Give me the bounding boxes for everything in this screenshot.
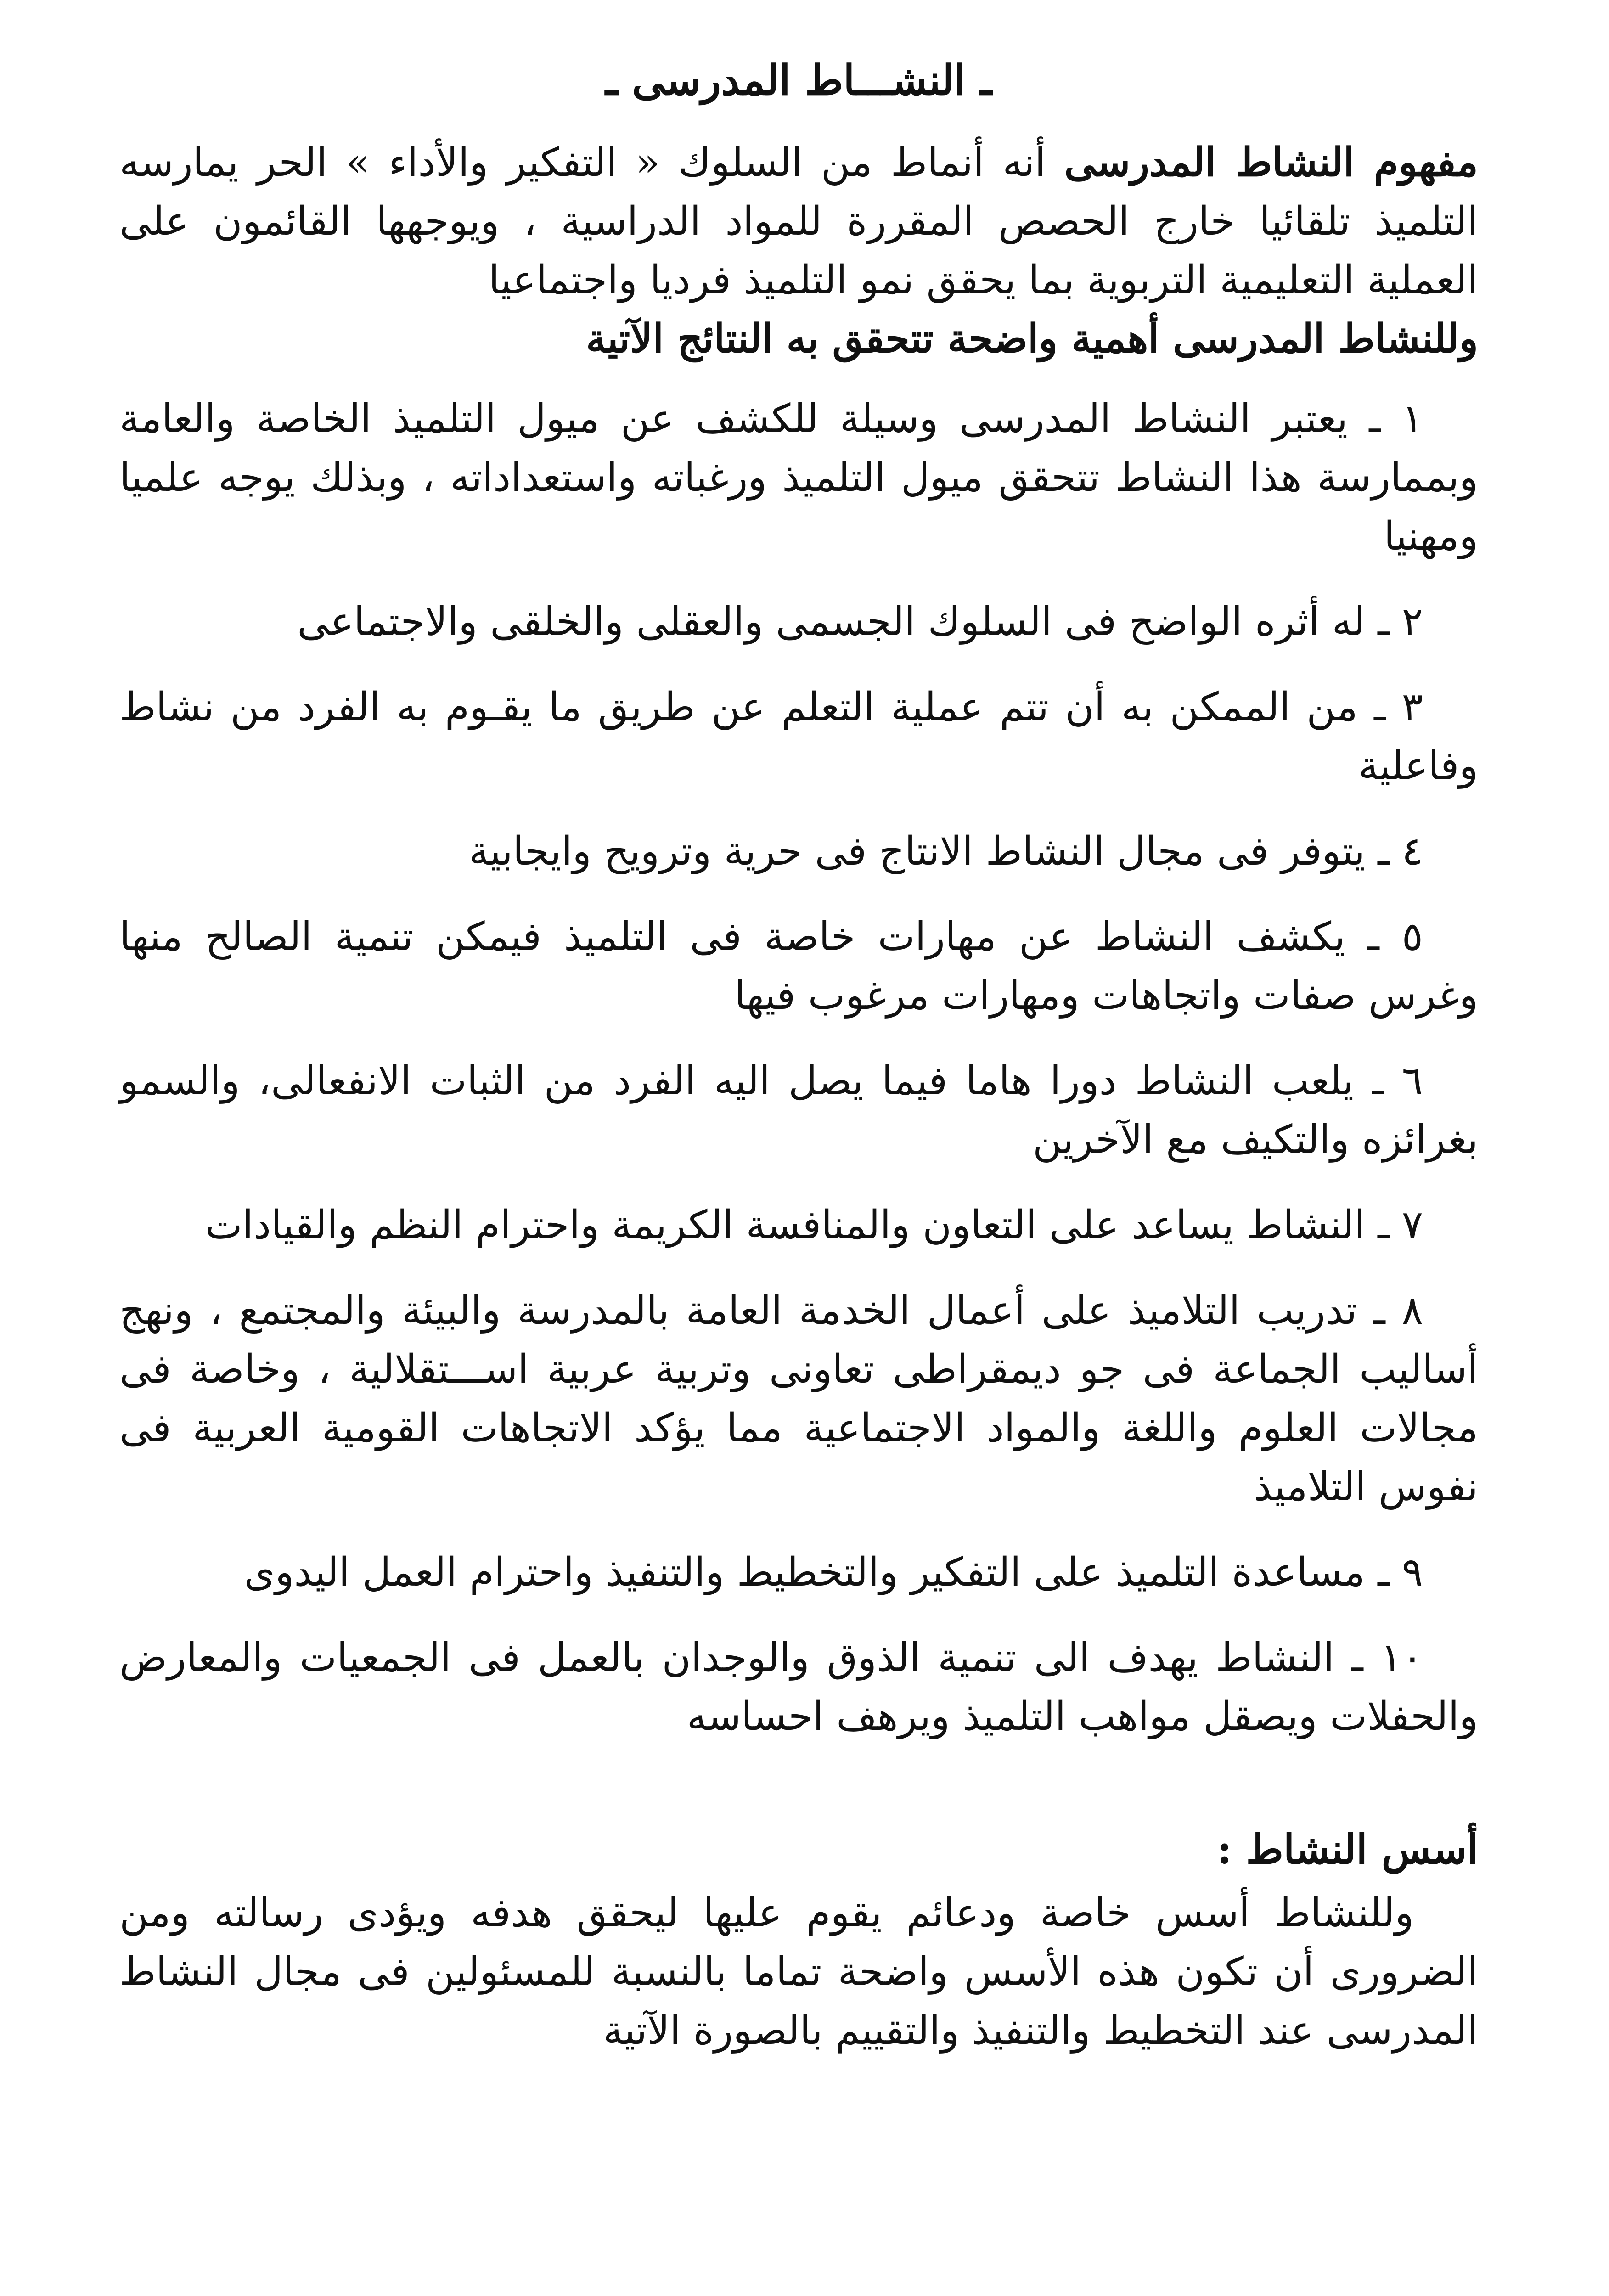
item-text: النشاط يساعد على التعاون والمنافسة الكريمة واحترام النظم والقيادات — [205, 1202, 1365, 1248]
foundations-paragraph: وللنشاط أسس خاصة ودعائم يقوم عليها ليحقق هدفه ويؤدى رسالته ومن الضرورى أن تكون هذه الأسس واضحة تماما بالنسبة للمسئولين فى مجال النشاط المدرسى عند التخطيط والتنفيذ والتقييم بالصورة الآتية — [119, 1890, 1478, 2054]
item-text: يلعب النشاط دورا هاما فيما يصل اليه الفرد من الثبات الانفعالى، والسمو بغرائزه والتكيف مع الآخرين — [119, 1058, 1478, 1163]
item-number: ٧ ـ — [1378, 1202, 1423, 1248]
results-lead: وللنشاط المدرسى أهمية واضحة تتحقق به النتائج الآتية — [586, 315, 1478, 362]
item-number: ٨ ـ — [1373, 1288, 1423, 1334]
list-item — [119, 1196, 1478, 1255]
page-title: ـ النشـــاط المدرسى ـ — [605, 56, 992, 105]
item-number: ٢ ـ — [1378, 599, 1423, 645]
item-number: ٣ ـ — [1374, 684, 1423, 730]
item-text: مساعدة التلميذ على التفكير والتخطيط والتنفيذ واحترام العمل اليدوى — [244, 1549, 1365, 1595]
list-item — [119, 1052, 1478, 1169]
item-number: ٦ ـ — [1372, 1058, 1423, 1104]
item-number: ١ ـ — [1369, 396, 1423, 442]
list-item — [119, 1543, 1478, 1602]
list-item — [119, 592, 1478, 651]
intro-text: أنه أنماط من السلوك « التفكير والأداء » الحر يمارسه التلميذ تلقائيا خارج الحصص المقررة للمواد الدراسية ، ويوجهها القائمون على العملية التعليمية التربوية بما يحقق نمو التلميذ فرديا واجتماعيا — [119, 140, 1478, 303]
item-text: يعتبر النشاط المدرسى وسيلة للكشف عن ميول التلميذ الخاصة والعامة وبممارسة هذا النشاط تتحقق ميول التلميذ ورغباته واستعداداته ، وبذلك يوجه علميا ومهنيا — [119, 396, 1478, 559]
item-text: له أثره الواضح فى السلوك الجسمى والعقلى والخلقى والاجتماعى — [297, 599, 1365, 645]
list-item — [119, 1628, 1478, 1746]
item-text: يكشف النشاط عن مهارات خاصة فى التلميذ فيمكن تنمية الصالح منها وغرس صفات واتجاهات ومهارات مرغوب فيها — [119, 914, 1478, 1019]
list-item — [119, 822, 1478, 881]
intro-term: مفهوم النشاط المدرسى — [1064, 139, 1478, 186]
item-text: النشاط يهدف الى تنمية الذوق والوجدان بالعمل فى الجمعيات والمعارض والحفلات ويصقل مواهب التلميذ ويرهف احساسه — [119, 1635, 1478, 1739]
list-item — [119, 907, 1478, 1025]
item-number: ٥ ـ — [1367, 914, 1423, 960]
list-item — [119, 1281, 1478, 1516]
item-number: ٤ ـ — [1378, 828, 1423, 874]
results-list — [119, 389, 1478, 1746]
item-text: تدريب التلاميذ على أعمال الخدمة العامة بالمدرسة والبيئة والمجتمع ، ونهج أساليب الجماعة فى جو ديمقراطى تعاونى وتربية عربية اســـتقلالية ، وخاصة فى مجالات العلوم واللغة والمواد الاجتماعية مما يؤكد الاتجاهات القومية العربية فى نفوس التلاميذ — [119, 1288, 1478, 1510]
item-text: يتوفر فى مجال النشاط الانتاج فى حرية وترويح وايجابية — [468, 828, 1365, 874]
item-number: ١٠ ـ — [1351, 1635, 1423, 1681]
item-number: ٩ ـ — [1378, 1549, 1423, 1595]
intro-paragraph — [119, 133, 1478, 310]
item-text: من الممكن به أن تتم عملية التعلم عن طريق ما يقـوم به الفرد من نشاط وفاعلية — [119, 684, 1478, 789]
page-content — [119, 46, 1478, 2060]
list-item — [119, 678, 1478, 795]
list-item — [119, 389, 1478, 566]
foundations-heading: أسس النشاط : — [1217, 1825, 1478, 1873]
